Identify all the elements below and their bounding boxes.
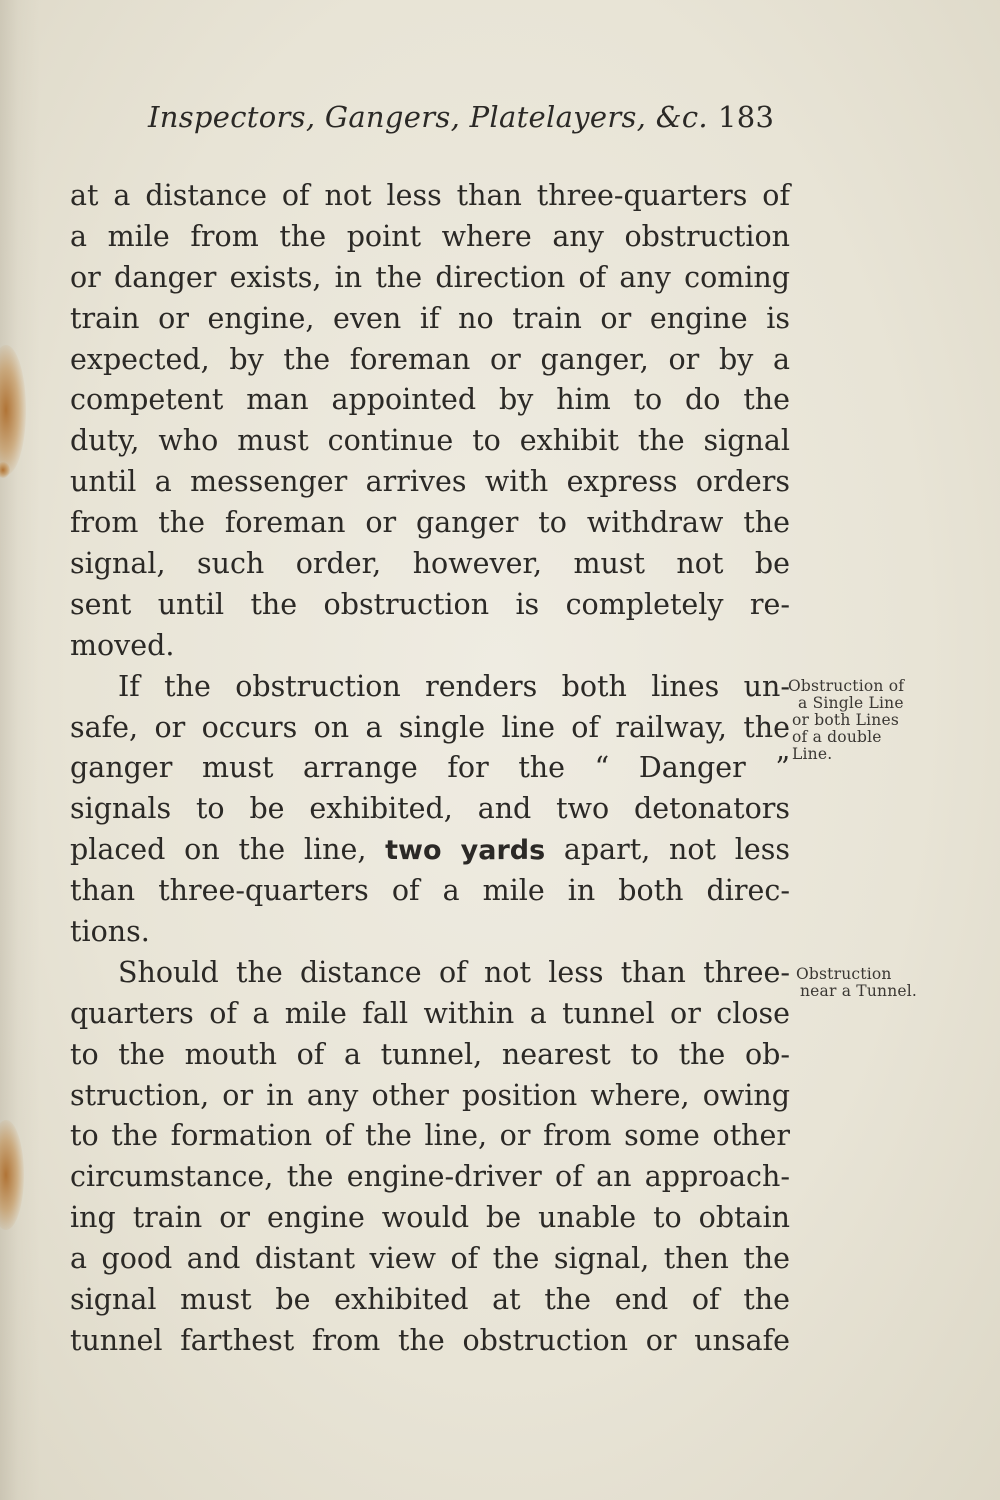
text-line: struction, or in any other position where, owing: [70, 1078, 790, 1112]
text-line: tunnel farthest from the obstruction or unsafe: [70, 1323, 790, 1357]
margin-note-line: near a Tunnel.: [800, 982, 918, 1000]
text-line: circumstance, the engine-driver of an approach-: [70, 1160, 790, 1194]
margin-note-line: Line.: [792, 745, 833, 763]
margin-note-tunnel: [796, 966, 917, 1000]
text-line: a mile from the point where any obstruction: [70, 219, 790, 253]
foxing-stain: [0, 462, 10, 478]
text-line: sent until the obstruction is completely re-: [70, 587, 790, 621]
margin-note-line: or both Lines: [792, 711, 900, 729]
foxing-stain: [0, 345, 26, 475]
text-line: expected, by the foreman or ganger, or by a: [70, 342, 790, 376]
text-segment: apart, not less: [545, 833, 790, 867]
running-head-title: Inspectors, Gangers, Platelayers, &c.: [148, 100, 708, 134]
margin-note-line: Obstruction: [796, 965, 892, 983]
text-line: signal must be exhibited at the end of the: [70, 1283, 790, 1317]
text-segment: placed on the line,: [70, 833, 386, 867]
text-line: ing train or engine would be unable to obtain: [70, 1201, 790, 1235]
emphasis-text: two yards: [385, 835, 546, 867]
text-line: Should the distance of not less than three-: [118, 955, 790, 989]
text-line-with-emphasis: [70, 830, 790, 871]
page-number: 183: [718, 100, 775, 134]
text-line: signal, such order, however, must not be: [70, 547, 790, 581]
foxing-stain: [0, 1120, 24, 1230]
text-line: to the formation of the line, or from some other: [70, 1119, 790, 1153]
text-line: or danger exists, in the direction of any coming: [70, 260, 790, 294]
margin-note-single-line: [788, 678, 904, 763]
text-line: until a messenger arrives with express orders: [70, 465, 790, 499]
text-line: a good and distant view of the signal, then the: [70, 1242, 790, 1276]
text-line: than three-quarters of a mile in both direc-: [70, 874, 790, 908]
margin-note-line: a Single Line: [798, 694, 904, 712]
text-line: train or engine, even if no train or engine is: [70, 301, 790, 335]
text-line: ganger must arrange for the “ Danger ”: [70, 751, 790, 785]
margin-note-line: of a double: [792, 728, 882, 746]
text-line: signals to be exhibited, and two detonators: [70, 792, 790, 826]
text-line: tions.: [70, 915, 150, 949]
text-line: quarters of a mile fall within a tunnel or close: [70, 996, 790, 1030]
text-line: at a distance of not less than three-quarters of: [70, 179, 790, 212]
text-line: safe, or occurs on a single line of railway, the: [70, 710, 790, 744]
running-head: [148, 100, 788, 144]
text-line: moved.: [70, 628, 175, 662]
text-line: duty, who must continue to exhibit the signal: [70, 424, 790, 458]
margin-note-line: Obstruction of: [788, 677, 905, 695]
text-line: from the foreman or ganger to withdraw the: [70, 506, 790, 540]
text-line: competent man appointed by him to do the: [70, 383, 790, 417]
text-line: to the mouth of a tunnel, nearest to the ob-: [70, 1037, 790, 1071]
text-line: If the obstruction renders both lines un-: [118, 669, 790, 703]
body-text: [70, 176, 790, 1362]
